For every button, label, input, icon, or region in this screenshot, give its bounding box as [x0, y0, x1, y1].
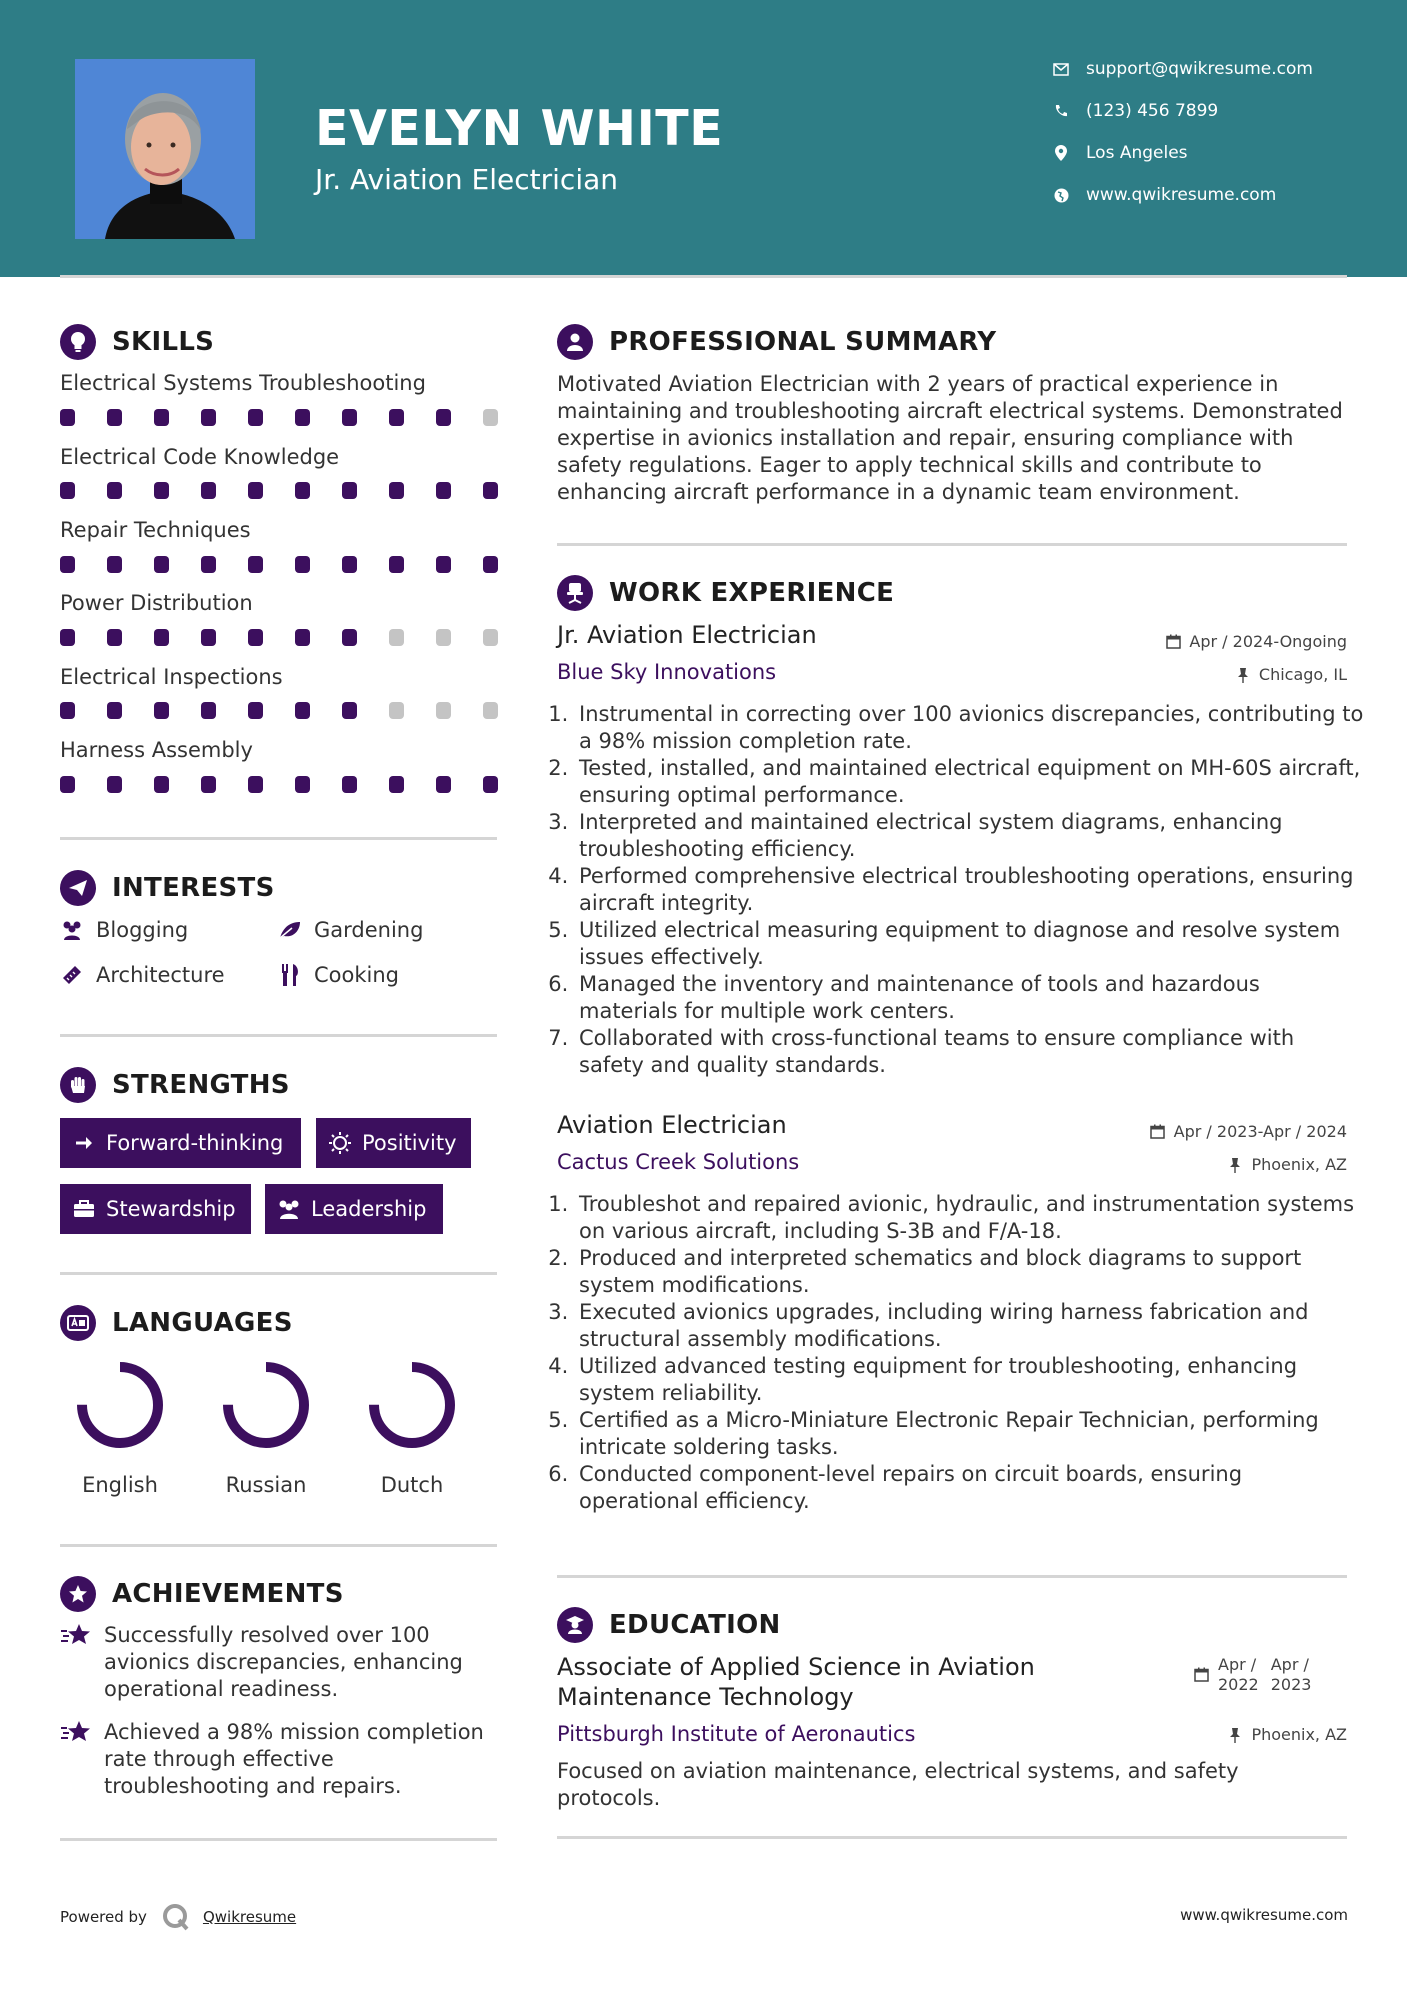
skill-dot — [60, 629, 75, 646]
strength-label: Forward-thinking — [106, 1131, 284, 1155]
strength-tag — [265, 1184, 443, 1234]
calendar-icon — [1194, 1667, 1210, 1683]
powered-by-label: Powered by — [60, 1908, 147, 1926]
skill-dot — [389, 776, 404, 793]
star-badge-icon — [60, 1576, 96, 1612]
language-card-icon — [60, 1305, 96, 1341]
education-start-year: 2022 — [1218, 1675, 1259, 1694]
interest-item — [278, 918, 423, 942]
duty-item: 5. Utilized electrical measuring equipment to diagnose and resolve system issues effectively. — [575, 917, 1365, 971]
language-item — [352, 1355, 472, 1497]
education-location — [1227, 1725, 1347, 1744]
contact-phone[interactable] — [1050, 100, 1218, 122]
graduate-icon — [557, 1607, 593, 1643]
summary-text: Motivated Aviation Electrician with 2 years of practical experience in maintaining and troubleshooting aircraft electrical systems. Demonstrated expertise in avionics installation and repair, ensuring compliance with safety regulations. Eager to apply technical skills and contribute to enhancing aircraft performance in a dynamic team environment. — [557, 372, 1343, 504]
skill-name: Repair Techniques — [60, 518, 251, 542]
skill-dot — [60, 776, 75, 793]
hand-icon — [60, 1067, 96, 1103]
job-location-text: Chicago, IL — [1258, 665, 1347, 684]
contact-location[interactable] — [1050, 142, 1188, 164]
arrow-right-icon — [72, 1131, 96, 1155]
skill-level-dots — [60, 556, 530, 573]
skill-dot — [248, 409, 263, 426]
skill-level-dots — [60, 409, 530, 426]
duty-item: 5. Certified as a Micro-Miniature Electronic Repair Technician, performing intricate soldering tasks. — [575, 1407, 1365, 1461]
job-title: Jr. Aviation Electrician — [557, 621, 817, 649]
languages-title: LANGUAGES — [112, 1308, 293, 1338]
skill-dot — [107, 482, 122, 499]
users-icon — [60, 918, 84, 942]
skill-dot — [436, 556, 451, 573]
duty-item: 4. Performed comprehensive electrical troubleshooting operations, ensuring aircraft integrity. — [575, 863, 1365, 917]
skill-dot — [342, 629, 357, 646]
briefcase-icon — [72, 1197, 96, 1221]
skill-dot — [201, 556, 216, 573]
phone-icon — [1050, 100, 1072, 122]
pushpin-icon — [1235, 667, 1251, 683]
skill-dot — [342, 776, 357, 793]
language-name: English — [82, 1473, 158, 1497]
skill-dot — [295, 629, 310, 646]
skill-dot — [436, 409, 451, 426]
office-chair-icon — [557, 575, 593, 611]
education-location-text: Phoenix, AZ — [1251, 1725, 1347, 1744]
section-divider — [557, 543, 1347, 546]
drafting-icon — [60, 963, 84, 987]
duty-item: 7. Collaborated with cross-functional teams to ensure compliance with safety and quality standards. — [575, 1025, 1365, 1079]
strength-label: Leadership — [311, 1197, 427, 1221]
leaf-icon — [278, 918, 302, 942]
education-heading — [557, 1607, 781, 1643]
skill-dot — [154, 482, 169, 499]
skill-dot — [483, 556, 498, 573]
achievements-title: ACHIEVEMENTS — [112, 1579, 344, 1609]
duty-item: 2. Produced and interpreted schematics and block diagrams to support system modifications. — [575, 1245, 1365, 1299]
skill-dot — [295, 702, 310, 719]
skill-dot — [60, 556, 75, 573]
strength-tag — [316, 1118, 471, 1168]
interests-heading — [60, 870, 275, 906]
pushpin-icon — [1227, 1157, 1243, 1173]
education-end-year: 2023 — [1270, 1675, 1312, 1694]
skills-heading — [60, 324, 214, 360]
achievements-heading — [60, 1576, 344, 1612]
degree-line-2: Maintenance Technology — [557, 1683, 854, 1711]
skill-dot — [389, 629, 404, 646]
job-location — [1235, 665, 1347, 684]
skills-title: SKILLS — [112, 327, 215, 357]
skill-dot — [107, 556, 122, 573]
skill-dot — [295, 482, 310, 499]
job-location-text: Phoenix, AZ — [1251, 1155, 1347, 1174]
skill-level-dots — [60, 702, 530, 719]
skill-name: Power Distribution — [60, 591, 253, 615]
interest-item — [278, 963, 399, 987]
skill-dot — [389, 482, 404, 499]
experience-heading — [557, 575, 894, 611]
section-divider — [557, 1575, 1347, 1578]
skill-dot — [154, 776, 169, 793]
job-title: Aviation Electrician — [557, 1111, 787, 1139]
language-ring-arc — [82, 1367, 158, 1443]
duty-item: 6. Conducted component-level repairs on circuit boards, ensuring operational efficiency. — [575, 1461, 1365, 1515]
skill-name: Electrical Inspections — [60, 665, 283, 689]
skill-dot — [483, 409, 498, 426]
skill-dot — [483, 482, 498, 499]
skill-dot — [201, 776, 216, 793]
job-duties — [557, 1191, 1365, 1515]
language-item — [60, 1355, 180, 1497]
contact-location-text: Los Angeles — [1086, 143, 1188, 163]
skill-dot — [342, 556, 357, 573]
skill-name: Harness Assembly — [60, 738, 253, 762]
interest-item — [60, 963, 225, 987]
interest-label: Cooking — [314, 963, 399, 987]
experience-title: WORK EXPERIENCE — [609, 578, 895, 608]
section-divider — [60, 1034, 497, 1037]
lightbulb-icon — [60, 324, 96, 360]
language-ring — [362, 1355, 462, 1455]
languages-heading — [60, 1305, 293, 1341]
skill-dot — [201, 629, 216, 646]
duty-item: 1. Instrumental in correcting over 100 avionics discrepancies, contributing to a 98% mission completion rate. — [575, 701, 1365, 755]
skill-dot — [248, 556, 263, 573]
language-ring-arc — [374, 1367, 450, 1443]
skill-dot — [201, 409, 216, 426]
skill-dot — [295, 556, 310, 573]
language-ring — [216, 1355, 316, 1455]
skill-dot — [295, 409, 310, 426]
skill-dot — [201, 482, 216, 499]
skill-level-dots — [60, 776, 530, 793]
interest-label: Blogging — [96, 918, 189, 942]
skill-dot — [154, 409, 169, 426]
strength-tag — [60, 1184, 251, 1234]
duty-item: 2. Tested, installed, and maintained electrical equipment on MH-60S aircraft, ensuring optimal performance. — [575, 755, 1365, 809]
language-item — [206, 1355, 326, 1497]
skill-dot — [201, 702, 216, 719]
skill-dot — [107, 629, 122, 646]
strengths-title: STRENGTHS — [112, 1070, 290, 1100]
interest-label: Gardening — [314, 918, 424, 942]
skill-dot — [107, 409, 122, 426]
header-divider — [60, 275, 1347, 278]
sun-icon — [328, 1131, 352, 1155]
contact-phone-text: (123) 456 7899 — [1086, 101, 1219, 121]
job-dates-text: Apr / 2024-Ongoing — [1189, 632, 1347, 651]
skill-dot — [60, 409, 75, 426]
calendar-icon — [1165, 634, 1181, 650]
achievement-item — [60, 1719, 484, 1800]
qwikresume-link[interactable]: Qwikresume — [202, 1908, 297, 1926]
contact-email[interactable] — [1050, 58, 1313, 80]
contact-website[interactable] — [1050, 184, 1276, 206]
section-divider — [60, 1272, 497, 1275]
interest-item — [60, 918, 188, 942]
achievement-text: Successfully resolved over 100 avionics discrepancies, enhancing operational readiness. — [104, 1623, 463, 1701]
language-ring-arc — [228, 1367, 304, 1443]
achievement-text: Achieved a 98% mission completion rate through effective troubleshooting and repairs. — [104, 1720, 484, 1798]
duty-item: 1. Troubleshot and repaired avionic, hydraulic, and instrumentation systems on various aircraft, including S-3B and F/A-18. — [575, 1191, 1365, 1245]
profile-photo — [75, 59, 255, 239]
interests-title: INTERESTS — [112, 873, 275, 903]
skill-dot — [342, 409, 357, 426]
summary-heading — [557, 324, 996, 360]
education-dates — [1194, 1655, 1311, 1695]
users-icon — [277, 1197, 301, 1221]
skill-dot — [389, 556, 404, 573]
strength-label: Positivity — [362, 1131, 457, 1155]
job-dates — [1150, 1122, 1347, 1141]
education-end-month: Apr / — [1270, 1655, 1309, 1674]
strength-tag — [60, 1118, 301, 1168]
skill-dot — [154, 702, 169, 719]
education-description: Focused on aviation maintenance, electrical systems, and safety protocols. — [557, 1759, 1239, 1810]
strengths-heading — [60, 1067, 290, 1103]
duty-item: 6. Managed the inventory and maintenance of tools and hazardous materials for multiple work centers. — [575, 971, 1365, 1025]
education-start-month: Apr / — [1218, 1655, 1257, 1674]
job-duties — [557, 701, 1365, 1079]
skill-dot — [436, 702, 451, 719]
skill-dot — [60, 482, 75, 499]
skill-dot — [154, 629, 169, 646]
duty-item: 4. Utilized advanced testing equipment for troubleshooting, enhancing system reliability. — [575, 1353, 1365, 1407]
skill-dot — [107, 776, 122, 793]
contact-website-text: www.qwikresume.com — [1086, 185, 1277, 205]
section-divider — [60, 1838, 497, 1841]
paper-plane-icon — [60, 870, 96, 906]
qwikresume-logo-icon — [161, 1902, 191, 1932]
pushpin-icon — [1227, 1727, 1243, 1743]
resume-header — [0, 0, 1407, 277]
skill-dot — [248, 776, 263, 793]
skill-dot — [483, 702, 498, 719]
calendar-icon — [1150, 1124, 1166, 1140]
skill-name: Electrical Systems Troubleshooting — [60, 371, 426, 395]
footer-powered-by — [60, 1902, 296, 1932]
interest-label: Architecture — [96, 963, 225, 987]
degree-line-1: Associate of Applied Science in Aviation — [557, 1653, 1035, 1681]
star-icon — [60, 1719, 92, 1747]
job-dates — [1165, 632, 1347, 651]
candidate-title: Jr. Aviation Electrician — [315, 163, 618, 196]
job-location — [1227, 1155, 1347, 1174]
skill-name: Electrical Code Knowledge — [60, 445, 340, 469]
skill-dot — [295, 776, 310, 793]
section-divider — [557, 1836, 1347, 1839]
language-ring — [70, 1355, 170, 1455]
location-pin-icon — [1050, 142, 1072, 164]
education-title: EDUCATION — [609, 1610, 781, 1640]
skill-dot — [248, 629, 263, 646]
skill-dot — [342, 482, 357, 499]
skill-dot — [107, 702, 122, 719]
job-dates-text: Apr / 2023-Apr / 2024 — [1173, 1122, 1347, 1141]
skill-dot — [436, 482, 451, 499]
skill-dot — [248, 482, 263, 499]
company-name: Cactus Creek Solutions — [557, 1150, 800, 1174]
skill-level-dots — [60, 482, 530, 499]
section-divider — [60, 1544, 497, 1547]
language-name: Russian — [225, 1473, 307, 1497]
skill-dot — [436, 776, 451, 793]
duty-item: 3. Executed avionics upgrades, including wiring harness fabrication and structural assembly modifications. — [575, 1299, 1365, 1353]
skill-dot — [436, 629, 451, 646]
skill-dot — [60, 702, 75, 719]
skill-dot — [389, 409, 404, 426]
star-icon — [60, 1622, 92, 1650]
section-divider — [60, 837, 497, 840]
skill-dot — [248, 702, 263, 719]
summary-title: PROFESSIONAL SUMMARY — [609, 327, 997, 357]
strength-label: Stewardship — [106, 1197, 236, 1221]
skill-dot — [154, 556, 169, 573]
skill-dot — [483, 629, 498, 646]
footer-website[interactable]: www.qwikresume.com — [1180, 1906, 1348, 1924]
skill-level-dots — [60, 629, 530, 646]
envelope-icon — [1050, 58, 1072, 80]
utensils-icon — [278, 963, 302, 987]
globe-icon — [1050, 184, 1072, 206]
company-name: Blue Sky Innovations — [557, 660, 777, 684]
skill-dot — [342, 702, 357, 719]
contact-email-text: support@qwikresume.com — [1086, 59, 1313, 79]
duty-item: 3. Interpreted and maintained electrical system diagrams, enhancing troubleshooting efficiency. — [575, 809, 1365, 863]
achievement-item — [60, 1622, 484, 1703]
skill-dot — [389, 702, 404, 719]
language-name: Dutch — [380, 1473, 444, 1497]
school-name: Pittsburgh Institute of Aeronautics — [557, 1722, 916, 1746]
user-icon — [557, 324, 593, 360]
candidate-name: EVELYN WHITE — [315, 100, 724, 157]
skill-dot — [483, 776, 498, 793]
